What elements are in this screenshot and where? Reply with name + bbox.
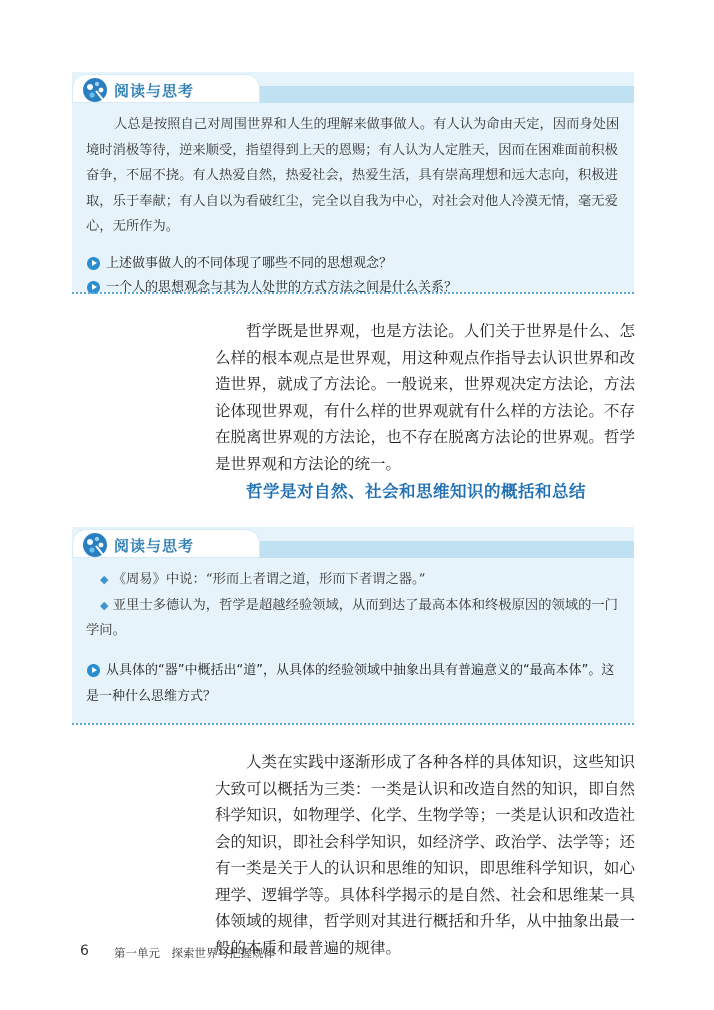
palette-icon	[82, 532, 108, 558]
box-body	[86, 112, 622, 300]
reading-thinking-box-1	[72, 72, 634, 295]
arrow-bullet-icon	[87, 664, 100, 677]
box-body	[86, 567, 622, 710]
diamond-bullet-icon: ◆	[100, 598, 109, 612]
dotted-divider	[72, 723, 634, 725]
quote-item: ◆ 《周易》中说：“形而上者谓之道，形而下者谓之器。”	[100, 572, 426, 587]
header-bar	[242, 541, 634, 558]
diamond-bullet-icon: ◆	[100, 573, 109, 586]
arrow-bullet-icon	[87, 257, 100, 270]
box-title: 阅读与思考	[114, 537, 195, 555]
quote-item: ◆ 亚里士多德认为，哲学是超越经验领域，从而到达了最高本体和终极原因的领域的一门学问。	[86, 597, 618, 638]
reading-thinking-box-2	[72, 527, 634, 723]
running-footer: 第一单元 探索世界与把握规律	[114, 946, 275, 960]
page-number: 6	[80, 943, 89, 959]
body-paragraph: 哲学既是世界观，也是方法论。人们关于世界是什么、怎么样的根本观点是世界观，用这种观点作指导去认识世界和改造世界，就成了方法论。一般说来，世界观决定方法论，方法论体现世界观，有什么样的世界观就有什么样的方法论。不存在脱离世界观的方法论，也不存在脱离方法论的世界观。哲学是世界观和方法论的统一。	[215, 322, 635, 473]
header-tab	[72, 529, 260, 558]
header-bar	[242, 86, 634, 103]
body-paragraph: 人类在实践中逐渐形成了各种各样的具体知识，这些知识大致可以概括为三类：一类是认识和改造自然的知识，即自然科学知识，如物理学、化学、生物学等；一类是认识和改造社会的知识，即社会科学知识，如经济学、政治学、法学等；还有一类是关于人的认识和思维的知识，即思维科学知识，如心理学、逻辑学等。具体科学揭示的是自然、社会和思维某一具体领域的规律，哲学则对其进行概括和升华，从中抽象出最一般的本质和最普遍的规律。	[215, 753, 635, 957]
box-header	[72, 72, 634, 103]
dotted-divider	[72, 292, 634, 294]
section-heading: 哲学是对自然、社会和思维知识的概括和总结	[246, 482, 586, 501]
palette-icon	[82, 77, 108, 103]
header-tab	[72, 74, 260, 103]
box-paragraph: 人总是按照自己对周围世界和人生的理解来做事做人。有人认为命由天定，因而身处困境时消极等待，逆来顺受，指望得到上天的恩赐；有人认为人定胜天，因而在困难面前积极奋争，不屈不挠。有人热爱自然，热爱社会，热爱生活，具有崇高理想和远大志向，积极进取，乐于奉献；有人自以为看破红尘，完全以自我为中心，对社会对他人冷漠无情，毫无爱心，无所作为。	[86, 117, 620, 234]
question-item: 一个人的思想观念与其为人处世的方式方法之间是什么关系？	[86, 276, 622, 300]
question-item: 上述做事做人的不同体现了哪些不同的思想观念？	[86, 252, 622, 276]
box-header	[72, 527, 634, 558]
box-title: 阅读与思考	[114, 82, 195, 100]
question-item: 从具体的“器”中概括出“道”，从具体的经验领域中抽象出具有普遍意义的“最高本体”。这是一种什么思维方式？	[86, 662, 615, 704]
